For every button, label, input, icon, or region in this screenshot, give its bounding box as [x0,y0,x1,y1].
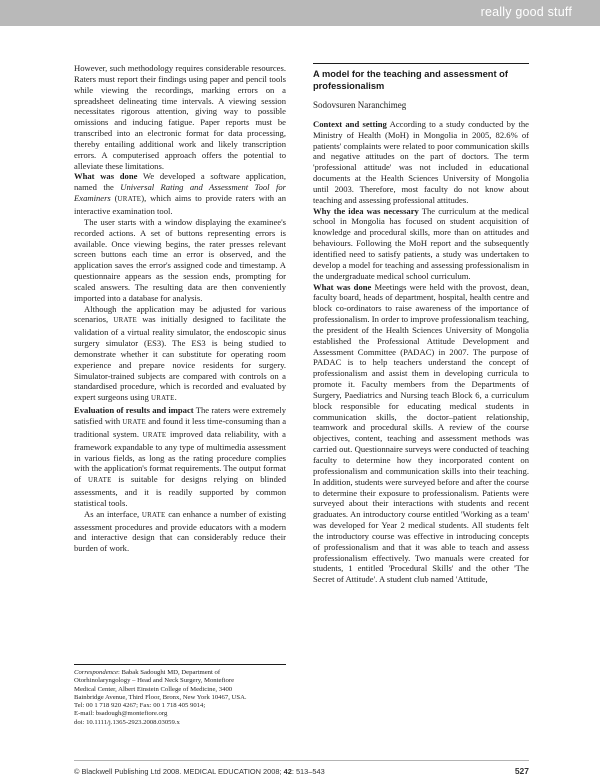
page-number: 527 [514,766,529,776]
acronym: URATE [141,511,166,519]
tool-name: Universal Rating and Assessment Tool for Examiners [74,182,286,204]
correspondence-note [74,664,286,727]
abstract-title: A model for the teaching and assessment of professionalism [313,63,529,92]
volume: 42 [283,767,292,776]
section-heading: What was done [313,281,372,292]
acronym: URATE [122,419,147,426]
paragraph: Evaluation of results and impact The raters were extremely satisfied with URATE and found it less time-consuming than a traditional system. URATE improved data reliability, with a framework expandable to any type of multimedia assessment in various fields, as long as the rating procedure complies with the application's format requirements. The output format of URATE is suitable for designs relying on blinded assessments, and it is readily supported by common statistical tools. [74,405,287,508]
correspondence-line: Medical Center, Albert Einstein College of Medicine, 3400 [74,685,233,693]
page-range: : 513–543 [291,767,325,776]
footer-rule [74,760,529,761]
paragraph: What was done We developed a software application, named the Universal Rating and Assessment Tool for Examiners (URATE), which aims to provide raters with an interactive examination tool. [74,171,286,216]
paragraph: Why the idea was necessary The curriculum at the medical school in Mongolia has focused on student acquisition of knowledge and procedural skills, more than on attitudes and behaviours. Following the MoH report and the subsequently identified need to satisfy patients, a study was undertaken to develop a model for teaching and assessing professionalism in the undergraduate medical school curriculum. [313,205,529,281]
author-name: Sodovsuren Naranchimeg [313,100,407,110]
header-band [0,0,600,26]
correspondence-line: Tel: 00 1 718 920 4267; Fax: 00 1 718 405 9014; [74,702,206,710]
section-heading: What was done [74,171,138,182]
paragraph: However, such methodology requires considerable resources. Raters must report their findings using paper and pencil tools while viewing the recordings, marking errors on a spreadsheet delineating time intervals. A viewing session necessitates rigorous attention, giving way to possible omissions and inducing fatigue. Paper reports must be transcribed into an electronic format for data processing, thereby entailing additional work and likely transcription errors. A computerised approach offers the potential to alleviate these limitations. [74,63,286,171]
paragraph: Context and setting According to a study conducted by the Ministry of Health (MoH) in Mongolia in 2005, 82.6% of patients' complaints were related to poor communication skills and negative attitudes on the part of doctors. The term 'professional attitude' was not included in educational documents at the Health Sciences University of Mongolia until 2003. Therefore, most faculty do not know about teaching and assessing professional attitudes. [313,118,529,205]
section-heading: Evaluation of results and impact [74,405,194,416]
acronym: URATE [113,317,138,325]
acronym: URATE [117,196,142,204]
paragraph: Although the application may be adjusted for various scenarios, URATE was initially designed to facilitate the validation of a virtual reality simulator, the endoscopic sinus surgery simulator (ES3). The ES3 is being studied to demonstrate whether it can substitute for operating room experience and prepare novice residents for surgery. Simulator-trained subjects are compared with controls on a standardised procedure, which is recorded and evaluated by expert surgeons using URATE. [74,303,286,403]
correspondence-email[interactable]: E-mail: bsadough@montefiore.org [74,710,168,718]
correspondence-line: Otorhinolaryngology – Head and Neck Surgery, Montefiore [74,677,235,685]
left-column [74,63,286,554]
correspondence-line: Correspondence: Babak Sadoughi MD, Department of [74,669,221,676]
section-label: really good stuff [480,5,572,19]
acronym: URATE [142,431,167,439]
doi[interactable]: doi: 10.1111/j.1365-2923.2008.03059.x [74,718,180,726]
copyright: © Blackwell Publishing Ltd 2008. MEDICAL EDUCATION 2008; [74,767,282,776]
correspondence-label: Correspondence [74,669,118,676]
acronym: URATE [150,395,175,403]
section-heading: Why the idea was necessary [313,205,419,216]
correspondence-line: Bainbridge Avenue, Third Floor, Bronx, New York 10467, USA. [74,693,247,701]
paragraph: As an interface, URATE can enhance a number of existing assessment procedures and provide educators with a modern and interactive design that can considerably reduce their burden of work. [74,508,286,554]
right-column [313,63,529,585]
paragraph: The user starts with a window displaying the examinee's recorded actions. A set of buttons representing errors is available. Once viewing begins, the rater presses relevant screen buttons each time an error is observed, and the application saves the error's assigned code and timestamp. A questionnaire appears as the session ends, prompting for scaled answers. The resulting data are then conveniently imported into a database for analysis. [74,216,286,303]
paragraph: What was done Meetings were held with the provost, dean, faculty board, heads of department, hospital, health centre and block co-ordinators to raise awareness of the importance of professionalism. In order to improve professionalism teaching, the president of the Health Sciences University of Mongolia established the Professional Attitude Development and Assessment Committee (PADAC) in 2007. The purpose of PADAC is to help teachers understand the concept of professionalism and assist them in developing curricula to promote it. Faculty members from the Departments of Surgery, Paediatrics and Nursing teach Block 6, a curriculum block responsible for educating medical students in communication skills, the doctor–patient relationship, teamwork and procedural skills. A review of the course objectives, content, teaching and assessment methods was carried out. Questionnaire surveys were conducted of teaching faculty to determine how they incorporated content on professionalism and communication skills into their teaching. In addition, students were surveyed before and after the course to determine their exposure to professionalism. Patients were surveyed about their interactions with students and recent graduates. An introductory course entitled 'Working as a team' was developed for Year 2 medical students. All students felt the introductory course was effective in introducing concepts of professionalism and that it was able to teach and assess professionalism effectively. Two manuals were created for students, 1 entitled 'Procedural Skills' and the other 'The Secret of Attitude'. A student club named 'Attitude, [313,281,529,585]
section-heading: Context and setting [313,118,387,129]
acronym: URATE [87,477,112,485]
